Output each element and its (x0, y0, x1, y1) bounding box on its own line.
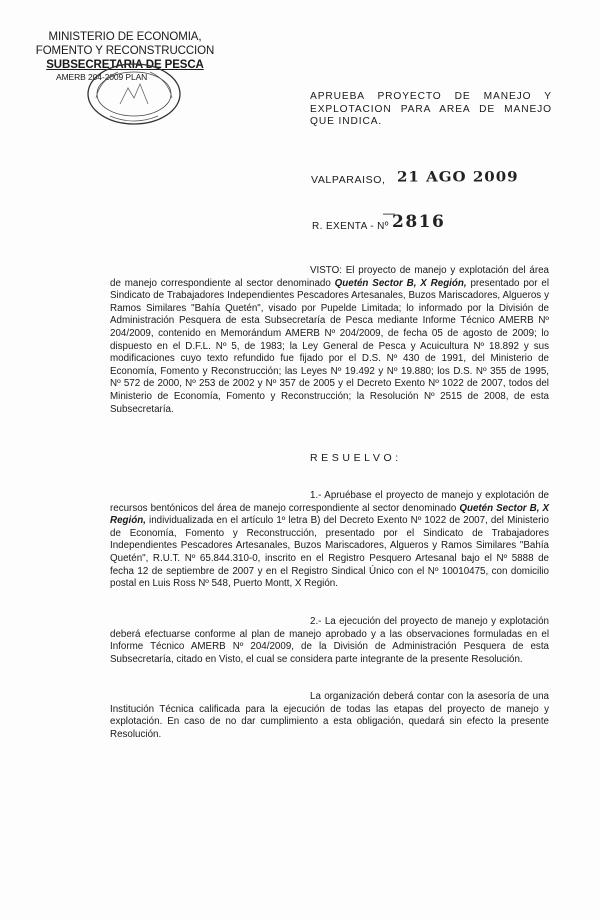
official-seal-stamp (80, 58, 188, 128)
resolution-number-line (312, 206, 552, 238)
resolution-label: R. EXENTA - Nº (312, 221, 389, 232)
resolution-number: 2816 (392, 212, 446, 232)
document-title: APRUEBA PROYECTO DE MANEJO Y EXPLOTACION PARA AREA DE MANEJO QUE INDICA. (310, 91, 552, 127)
handwritten-mark: — (383, 206, 395, 220)
visto-paragraph: VISTO: El proyecto de manejo y explotación del área de manejo correspondiente al sector denominado Quetén Sector B, X Región, presentado por el Sindicato de Trabajadores Independientes Pescadores Artesanales, Buzos Mariscadores, Algueros y Ramos Similares "Bahía Quetén", visado por Pupelde Limitada; lo informado por la División de Administración Pesquera de esta Subsecretaría de Pesca mediante Informe Técnico AMERB Nº 204/2009, contenido en Memorándum AMERB Nº 204/2009, de fecha 05 de agosto de 2009; lo dispuesto en el D.F.L. Nº 5, de 1983; la Ley General de Pesca y Acuicultura Nº 18.892 y sus modificaciones cuyo texto refundido fue fijado por el D.S. Nº 430 de 1991, del Ministerio de Economía, Fomento y Reconstrucción; las Leyes Nº 19.492 y Nº 19.880; los D.S. Nº 355 de 1995, Nº 572 de 2000, Nº 253 de 2002 y Nº 357 de 2005 y el Decreto Exento Nº 1022 de 2007, todos del Ministerio de Economía, Fomento y Reconstrucción; la Resolución Nº 2515 de 2008, de esta Subsecretaría. (110, 265, 549, 415)
resolution-item-3: La organización deberá contar con la asesoría de una Institución Técnica calificada para la ejecución de todas las etapas del proyecto de manejo y explotación. En caso de no dar cumplimiento a esta obligación, quedará sin efecto la presente Resolución. (110, 691, 549, 740)
resolution-item-2: 2.- La ejecución del proyecto de manejo y explotación deberá efectuarse conforme al plan de manejo aprobado y a las observaciones formuladas en el Informe Técnico AMERB Nº 204/2009, de la División de Administración Pesquera de esta Subsecretaría, citado en Visto, el cual se considera parte integrante de la presente Resolución. (110, 616, 549, 665)
ministry-line-1: MINISTERIO DE ECONOMIA, (48, 31, 202, 43)
sector-name: Quetén Sector B, X Región, (334, 277, 467, 289)
reference-code: AMERB 204-2009 PLAN (56, 72, 148, 82)
subsecretaria-line: SUBSECRETARIA DE PESCA (46, 59, 204, 71)
date-stamp: 21 AGO 2009 (397, 168, 519, 186)
resolution-item-1: 1.- Apruébase el proyecto de manejo y explotación de recursos bentónicos del área de manejo correspondiente al sector denominado Quetén Sector B, X Región, individualizada en el artículo 1º letra B) del Decreto Exento Nº 1022 de 2007, del Ministerio de Economía, Fomento y Reconstrucción, presentado por el Sindicato de Trabajadores Independientes Pescadores Artesanales, Buzos Mariscadores, Algueros y Ramos Similares "Bahía Quetén", R.U.T. Nº 65.844.310-0, inscrito en el Registro Pesquero Artesanal bajo el Nº 5888 de fecha 12 de septiembre de 2007 y en el Registro Sindical Único con el Nº 10010475, con domicilio postal en Luis Ross Nº 548, Puerto Montt, X Región. (110, 490, 549, 590)
date-label: VALPARAISO, (311, 174, 386, 186)
resuelvo-heading: RESUELVO: (310, 452, 402, 464)
sector-name: Quetén Sector B, X Región, (110, 502, 549, 527)
visto-lead: VISTO: (310, 265, 342, 276)
ministry-line-2: FOMENTO Y RECONSTRUCCION (35, 45, 215, 57)
date-line (311, 170, 571, 196)
